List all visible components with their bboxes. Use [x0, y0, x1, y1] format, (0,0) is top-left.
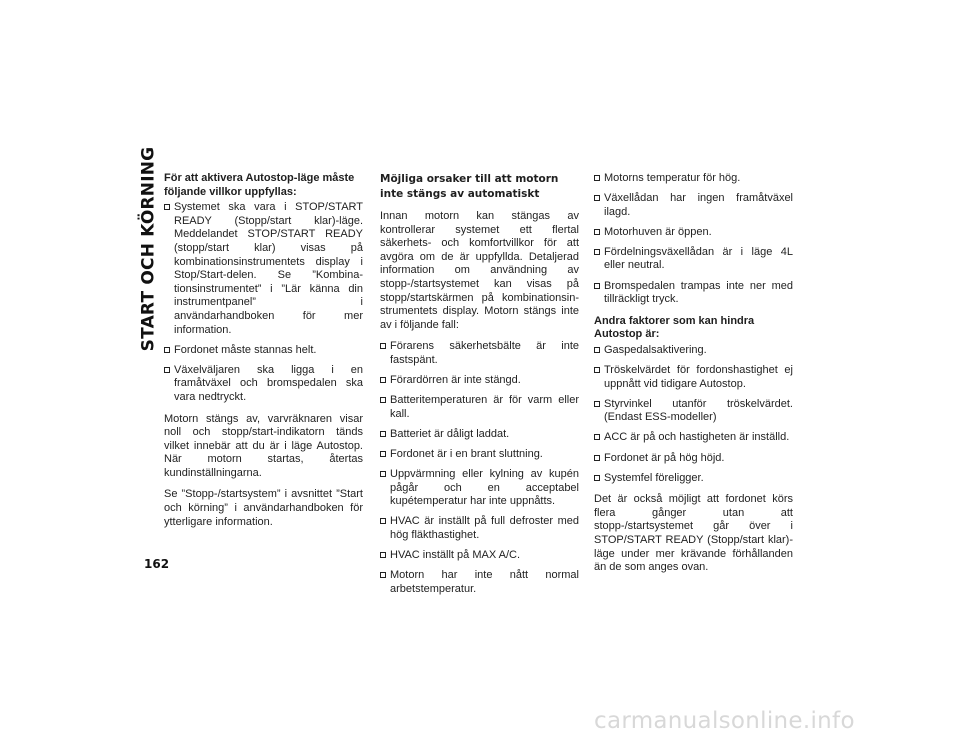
list-item-text: Systemet ska vara i STOP/START READY (Stopp/start klar)-läge. Meddelandet STOP/START READY (stopp/start klar) visas på kombinationsinstrumentets display i Stop/Start-delen. Se ”Kombinationsinstrumentet” i ”Lär känna din instrumentpanel” i användarhandboken för mer information. [174, 201, 363, 336]
other-factors-list [594, 344, 793, 485]
list-item-text: Fordonet är på hög höjd. [604, 451, 725, 464]
list-item-text: Fordonet måste stannas helt. [174, 343, 317, 356]
list-item-text: Fördelningsväxellådan är i läge 4L eller neutral. [604, 245, 793, 272]
list-item [594, 452, 793, 466]
list-item-text: HVAC inställt på MAX A/C. [390, 548, 521, 561]
checkbox-bullet-icon [380, 431, 386, 437]
checkbox-bullet-icon [594, 229, 600, 235]
autostop-conditions-list [164, 201, 363, 404]
page-number: 162 [144, 557, 170, 571]
autostop-conditions-heading: För att aktivera Autostop-läge måste följande villkor uppfyllas: [164, 172, 355, 198]
list-item-text: Växelväljaren ska ligga i en framåtväxel och bromspedalen ska vara nedtryckt. [174, 363, 363, 403]
list-item [380, 340, 579, 367]
possible-causes-list [380, 340, 579, 596]
list-item-text: Förardörren är inte stängd. [390, 374, 521, 387]
autostop-paragraph: Motorn stängs av, varvräknaren visar noll och stopp/start-indikatorn tänds vilket innebär att du är i läge Autostop. När motorn startas, återtas kundinställningarna. [164, 412, 363, 479]
list-item-text: Batteritemperaturen är för varm eller kall. [390, 394, 579, 420]
list-item [594, 364, 793, 391]
possible-causes-heading: Möjliga orsaker till att motorn inte stängs av automatiskt [380, 173, 559, 200]
checkbox-bullet-icon [594, 347, 600, 353]
checkbox-bullet-icon [380, 572, 386, 578]
checkbox-bullet-icon [594, 455, 600, 461]
list-item-text: Batteriet är dåligt laddat. [390, 427, 510, 440]
list-item-text: Motorns temperatur för hög. [604, 172, 741, 184]
checkbox-bullet-icon [594, 434, 600, 440]
other-factors-heading: Andra faktorer som kan hindra Autostop är: [594, 314, 755, 341]
list-item [594, 280, 793, 307]
list-item [164, 201, 363, 337]
column-1 [164, 172, 363, 537]
list-item-text: Uppvärmning eller kylning av kupén pågår och en acceptabel kupétemperatur har inte uppnåtts. [390, 468, 579, 508]
list-item [594, 398, 793, 425]
checkbox-bullet-icon [594, 175, 600, 181]
list-item [164, 344, 363, 358]
list-item [594, 431, 793, 445]
list-item-text: Förarens säkerhetsbälte är inte fastspänt. [390, 340, 579, 366]
list-item-text: Motorn har inte nått normal arbetstemperatur. [390, 569, 579, 595]
list-item-text: Gaspedalsaktivering. [604, 343, 707, 356]
checkbox-bullet-icon [594, 367, 600, 373]
list-item [380, 374, 579, 388]
column-3 [594, 172, 793, 583]
list-item [594, 226, 793, 240]
list-item-text: Tröskelvärdet för fordonshastighet ej uppnått vid tidigare Autostop. [604, 364, 793, 390]
checkbox-bullet-icon [164, 347, 170, 353]
checkbox-bullet-icon [164, 367, 170, 373]
checkbox-bullet-icon [380, 397, 386, 403]
list-item [380, 394, 579, 421]
list-item [380, 569, 579, 596]
list-item [594, 192, 793, 219]
list-item [164, 364, 363, 405]
list-item [594, 246, 793, 273]
list-item [380, 428, 579, 442]
list-item [380, 448, 579, 462]
list-item-text: HVAC är inställt på full defroster med hög fläkthastighet. [390, 515, 579, 541]
more-causes-list [594, 172, 793, 307]
list-item-text: Systemfel föreligger. [604, 471, 704, 484]
checkbox-bullet-icon [380, 518, 386, 524]
checkbox-bullet-icon [594, 249, 600, 255]
list-item [594, 172, 793, 186]
list-item-text: Motorhuven är öppen. [604, 225, 712, 238]
checkbox-bullet-icon [594, 283, 600, 289]
list-item [380, 515, 579, 542]
list-item-text: Styrvinkel utanför tröskelvärdet. (Endast ESS-modeller) [604, 397, 793, 424]
list-item [594, 472, 793, 486]
checkbox-bullet-icon [380, 343, 386, 349]
checkbox-bullet-icon [380, 471, 386, 477]
list-item [380, 549, 579, 563]
list-item-text: Bromspedalen trampas inte ner med tillräckligt tryck. [604, 279, 793, 306]
possible-causes-intro: Innan motorn kan stängas av kontrollerar systemet ett flertal säkerhets- och komfortvillkor för att avgöra om de är uppfyllda. Detaljerad information om användning av stopp-/startsystemet kan visas på stopp/startskärmen på kombinationsinstrumentets display. Motorn stängs inte av i följande fall: [380, 210, 579, 331]
list-item [594, 344, 793, 358]
list-item-text: Växellådan har ingen framåtväxel ilagd. [604, 192, 793, 218]
list-item-text: Fordonet är i en brant sluttning. [390, 447, 543, 460]
checkbox-bullet-icon [594, 195, 600, 201]
checkbox-bullet-icon [164, 204, 170, 210]
closing-paragraph: Det är också möjligt att fordonet körs flera gånger utan att stopp-/startsystemet går över i STOP/START READY (Stopp/start klar)-läge under mer krävande förhållanden än de som anges ovan. [594, 493, 793, 574]
list-item [380, 468, 579, 509]
list-item-text: ACC är på och hastigheten är inställd. [604, 431, 790, 444]
section-tab [128, 146, 168, 352]
checkbox-bullet-icon [594, 475, 600, 481]
checkbox-bullet-icon [594, 401, 600, 407]
watermark: carmanualsonline.info [594, 708, 855, 734]
checkbox-bullet-icon [380, 377, 386, 383]
section-tab-label: START OCH KÖRNING [138, 146, 158, 352]
checkbox-bullet-icon [380, 552, 386, 558]
checkbox-bullet-icon [380, 451, 386, 457]
column-2 [380, 172, 579, 604]
reference-paragraph: Se ”Stopp-/startsystem” i avsnittet ”Start och körning” i användarhandboken för ytterligare information. [164, 488, 363, 528]
